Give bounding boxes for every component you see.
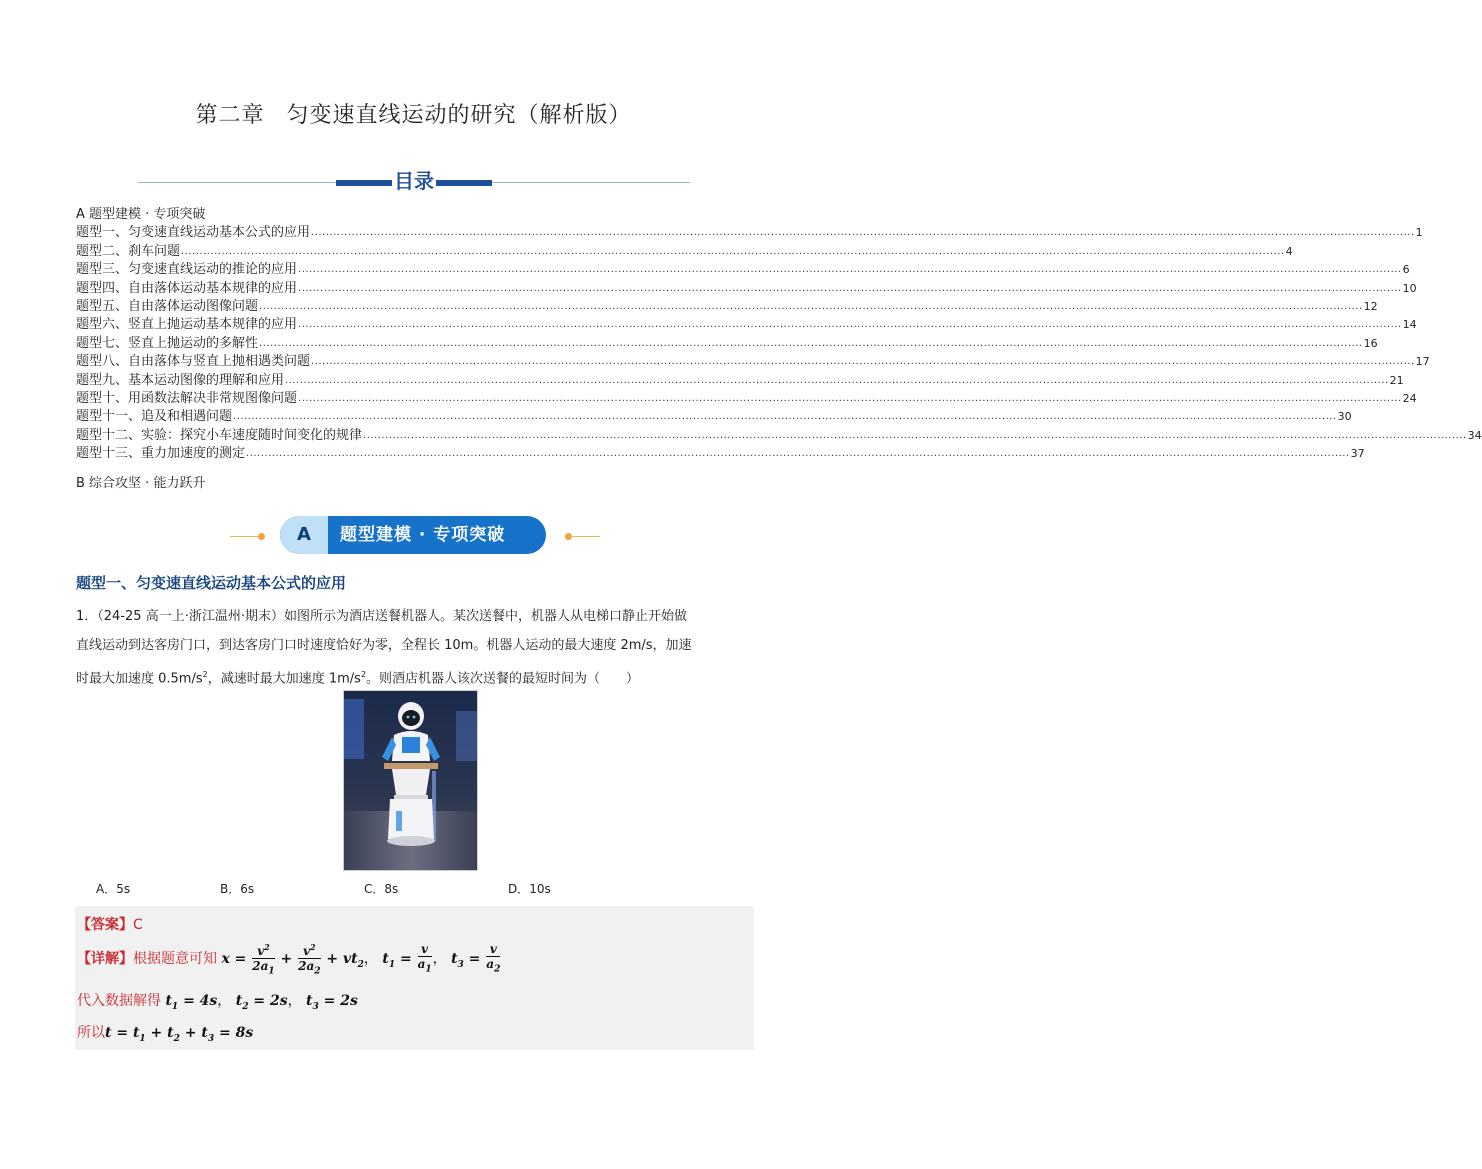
toc-leader-dots: ............................................................................................................................................................................................................................................................................................................ (298, 319, 1402, 331)
toc-entry-page: 4 (1285, 244, 1293, 258)
conclusion-line: 所以$t = t_1 + t_2 + t_3 = 8s$ (77, 1025, 254, 1044)
toc-entry-title: 题型一、匀变速直线运动基本公式的应用 (76, 225, 311, 241)
option-a[interactable]: A．5s (96, 882, 131, 896)
question-line-3: 时最大加速度 $0.5m/s^2$，减速时最大加速度 $1m/s^2$。则酒店机器人该次送餐的最短时间为（ ） (76, 670, 640, 687)
toc-entry-title: 题型七、竖直上抛运动的多解性 (76, 335, 259, 351)
question-line-2: 直线运动到达客房门口，到达客房门口时速度恰好为零，全程长 10m。机器人运动的最大速度 2m/s，加速 (76, 638, 692, 653)
toc-entry-title: 题型九、基本运动图像的理解和应用 (76, 372, 285, 388)
substitute-line: 代入数据解得 $t_1 = 4s$， $t_2 = 2s$， $t_3 = 2s$ (77, 993, 358, 1012)
toc-entry-page: 21 (1389, 373, 1404, 387)
toc-leader-dots: ............................................................................................................................................................................................................................................................................................................ (298, 264, 1402, 276)
option-d[interactable]: D．10s (508, 882, 551, 896)
toc-leader-dots: ............................................................................................................................................................................................................................................................................................................ (181, 245, 1285, 257)
toc-entry-title: 题型十、用函数法解决非常规图像问题 (76, 390, 298, 406)
table-of-contents (76, 224, 1482, 463)
toc-entry-title: 题型十一、追及和相遇问题 (76, 409, 233, 425)
banner-line-right (570, 536, 600, 537)
question-stem (76, 602, 752, 693)
toc-entry-title: 题型十二、实验：探究小车速度随时间变化的规律 (76, 427, 363, 443)
toc-entry[interactable] (76, 408, 1352, 426)
toc-leader-dots: ............................................................................................................................................................................................................................................................................................................ (363, 429, 1467, 441)
toc-entry-page: 30 (1337, 410, 1352, 424)
toc-entry-page: 34 (1467, 428, 1482, 442)
toc-entry-page: 37 (1350, 447, 1365, 461)
toc-entry[interactable] (76, 445, 1365, 463)
page-title (0, 98, 827, 129)
toc-leader-dots: ............................................................................................................................................................................................................................................................................................................ (259, 337, 1363, 349)
toc-entry[interactable] (76, 316, 1417, 334)
toc-heading-label: 目录 (394, 169, 434, 193)
toc-heading-bar-right (436, 180, 492, 186)
toc-leader-dots: ............................................................................................................................................................................................................................................................................................................ (233, 411, 1337, 423)
detail-line: 【详解】根据题意可知 x = $\frac{v^2}{2a_1}$ + $\frac{v^2}{2a_2}$ + $vt_2$， $t_1$ = $\frac{v}{a_1}$ ， $t_3$ = $\frac{v}{a_2}$ (77, 942, 501, 977)
option-b[interactable]: B．6s (220, 882, 255, 896)
toc-entry[interactable] (76, 353, 1430, 371)
banner-letter: A (280, 516, 328, 554)
chapter-name: 匀变速直线运动的研究（解析版） (286, 103, 632, 128)
toc-entry-page: 12 (1363, 299, 1378, 313)
toc-heading-bar-left (336, 180, 392, 186)
toc-leader-dots: ............................................................................................................................................................................................................................................................................................................ (259, 300, 1363, 312)
toc-section-a[interactable]: A 题型建模 · 专项突破 (76, 207, 206, 222)
toc-entry-page: 16 (1363, 336, 1378, 350)
section-banner (230, 514, 600, 556)
toc-entry-title: 题型四、自由落体运动基本规律的应用 (76, 280, 298, 296)
option-c[interactable]: C．8s (364, 882, 399, 896)
toc-entry[interactable] (76, 261, 1410, 279)
toc-entry[interactable] (76, 390, 1417, 408)
banner-text: 题型建模 · 专项突破 (340, 525, 506, 545)
toc-entry-title: 题型八、自由落体与竖直上抛相遇类问题 (76, 354, 311, 370)
robot-image (344, 691, 477, 870)
toc-entry-page: 10 (1402, 281, 1417, 295)
toc-entry-page: 17 (1415, 355, 1430, 369)
banner-line-left (230, 536, 260, 537)
formula-x: x = $\frac{v^2}{2a_1}$ + $\frac{v^2}{2a_2}$ + $vt_2$ (221, 942, 364, 977)
toc-entry[interactable] (76, 224, 1423, 242)
toc-entry-page: 24 (1402, 391, 1417, 405)
banner-pill (280, 516, 546, 554)
toc-leader-dots: ............................................................................................................................................................................................................................................................................................................ (285, 374, 1389, 386)
toc-section-b[interactable]: B 综合攻坚 · 能力跃升 (76, 476, 206, 491)
chapter-label: 第二章 (195, 103, 265, 128)
toc-entry-page: 6 (1402, 263, 1410, 277)
robot-photo (343, 690, 478, 871)
toc-heading (138, 168, 690, 194)
toc-entry-title: 题型二、刹车问题 (76, 243, 181, 259)
formula-t1: $t_1$ = $\frac{v}{a_1}$ (382, 942, 432, 975)
toc-entry[interactable] (76, 371, 1404, 389)
toc-entry[interactable] (76, 426, 1482, 444)
formula-t3: $t_3$ = $\frac{v}{a_2}$ (451, 942, 501, 975)
toc-entry-title: 题型五、自由落体运动图像问题 (76, 298, 259, 314)
toc-entry[interactable] (76, 298, 1378, 316)
toc-leader-dots: ............................................................................................................................................................................................................................................................................................................ (298, 282, 1402, 294)
toc-leader-dots: ............................................................................................................................................................................................................................................................................................................ (311, 356, 1415, 368)
toc-entry-title: 题型三、匀变速直线运动的推论的应用 (76, 262, 298, 278)
banner-dot-left (258, 533, 265, 540)
toc-leader-dots: ............................................................................................................................................................................................................................................................................................................ (311, 227, 1415, 239)
toc-entry-page: 1 (1415, 226, 1423, 240)
toc-entry-title: 题型十三、重力加速度的测定 (76, 446, 246, 462)
question-line-1: 1．（24-25 高一上·浙江温州·期末）如图所示为酒店送餐机器人。某次送餐中，机器人从电梯口静止开始做 (76, 609, 687, 624)
toc-entry[interactable] (76, 334, 1378, 352)
toc-entry[interactable] (76, 279, 1417, 297)
question-type-heading: 题型一、匀变速直线运动基本公式的应用 (76, 574, 347, 592)
toc-entry-title: 题型六、竖直上抛运动基本规律的应用 (76, 317, 298, 333)
toc-leader-dots: ............................................................................................................................................................................................................................................................................................................ (246, 448, 1350, 460)
answer-box (75, 906, 754, 1050)
toc-leader-dots: ............................................................................................................................................................................................................................................................................................................ (298, 392, 1402, 404)
toc-entry[interactable] (76, 242, 1293, 260)
toc-entry-page: 14 (1402, 318, 1417, 332)
answer-line: 【答案】C (77, 917, 143, 933)
